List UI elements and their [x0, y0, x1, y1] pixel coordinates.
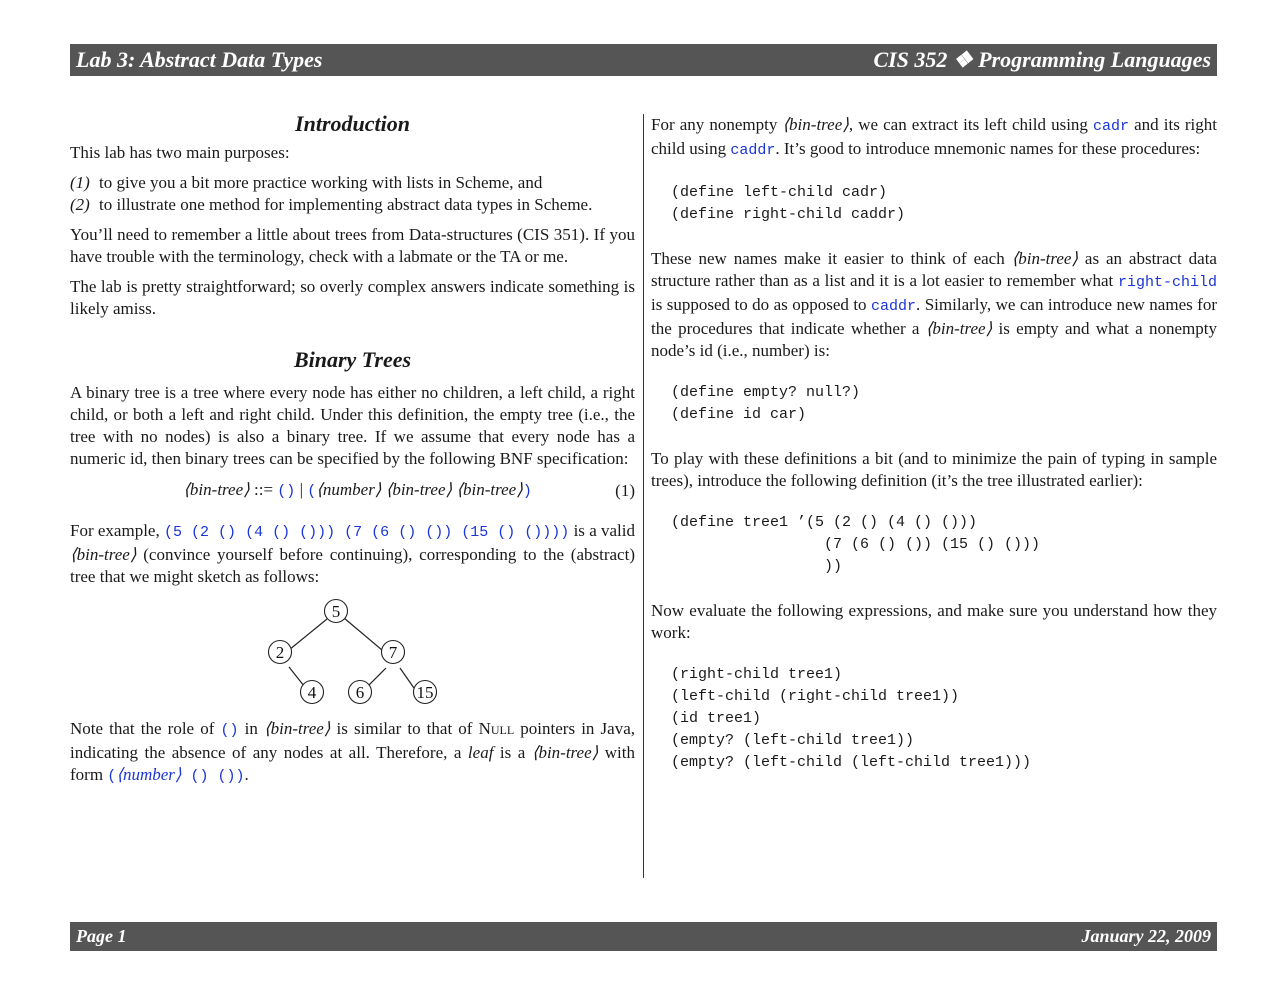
right-text: as an abstract data structure rather than as a list and it is a lot easier to remember what	[651, 249, 1217, 290]
note-nonterminal: ⟨bin-tree⟩	[263, 719, 331, 738]
note-code: ()	[220, 722, 239, 739]
note-text: with form	[70, 743, 635, 784]
note-text: Note that the role of	[70, 719, 221, 738]
tree-node-label: 5	[331, 602, 341, 621]
header-course-title: CIS 352 ❖ Programming Languages	[873, 47, 1211, 72]
page-footer	[70, 922, 1217, 951]
right-nonterminal: ⟨bin-tree⟩	[782, 115, 849, 134]
note-text: .	[244, 765, 249, 784]
right-nonterminal: ⟨bin-tree⟩	[925, 319, 993, 338]
column-divider	[643, 114, 644, 878]
bnf-child-2: ⟨bin-tree⟩	[452, 480, 523, 499]
note-text: in	[238, 719, 264, 738]
tree-edge	[344, 618, 382, 650]
code-block-3: (define tree1 ’(5 (2 () (4 () ())) (7 (6 () ()) (15 () ())) ))	[671, 514, 1041, 575]
right-text: , we can extract its left child using	[848, 115, 1094, 134]
intro-paragraph-3: The lab is pretty straightforward; so overly complex answers indicate something is likely amiss.	[70, 277, 635, 318]
code-block-1: (define left-child cadr) (define right-child caddr)	[671, 184, 906, 223]
purpose-item	[70, 172, 635, 194]
binary-tree-diagram	[266, 596, 456, 706]
example-text: is a valid	[569, 521, 635, 540]
bnf-open-paren: (	[307, 483, 317, 500]
tree-node-label: 2	[275, 643, 285, 662]
binary-trees-paragraph: A binary tree is a tree where every node has either no children, a left child, a right child, or both a left and right child. Under this definition, the empty tree (i.e., the tree with no nodes) is also a binary tree. If we assume that every node has a numeric id, then binary trees can be specified by the following BNF specification:	[70, 383, 635, 468]
bnf-expression	[70, 479, 615, 503]
left-column	[70, 106, 635, 796]
bnf-equation	[70, 480, 635, 502]
bnf-operator: ::=	[249, 480, 278, 499]
example-paragraph	[70, 520, 635, 588]
right-paragraph-2	[651, 248, 1217, 362]
binary-trees-heading: Binary Trees	[293, 347, 412, 372]
purpose-text: to give you a bit more practice working with lists in Scheme, and	[99, 173, 543, 192]
note-text: is similar to that of	[330, 719, 479, 738]
purpose-text: to illustrate one method for implementing abstract data types in Scheme.	[99, 195, 593, 214]
right-text: . It’s good to introduce mnemonic names for these procedures:	[775, 139, 1201, 158]
note-text: pointers in Java, indicating the absence of any nodes at all. Therefore, a	[70, 719, 635, 762]
right-code: caddr	[871, 298, 917, 315]
code-block-4: (right-child tree1) (left-child (right-child tree1)) (id tree1) (empty? (left-child tree1)) (empty? (left-child (left-child tree1)))	[671, 666, 1032, 771]
right-nonterminal: ⟨bin-tree⟩	[1011, 249, 1079, 268]
note-text: is a	[493, 743, 532, 762]
example-text: (convince yourself before continuing), corresponding to the (abstract) tree that we might sketch as follows:	[70, 545, 635, 586]
tree-node-label: 4	[307, 683, 317, 702]
bnf-bar: |	[295, 480, 308, 499]
right-paragraph-4: Now evaluate the following expressions, and make sure you understand how they work:	[651, 601, 1217, 642]
note-null: Null	[478, 719, 515, 738]
footer-date: January 22, 2009	[1081, 926, 1211, 946]
introduction-heading: Introduction	[295, 111, 410, 136]
bnf-empty: ()	[277, 483, 296, 500]
right-paragraph-3: To play with these definitions a bit (and to minimize the pain of typing in sample trees), introduce the following definition (it’s the tree illustrated earlier):	[651, 449, 1217, 490]
right-code: right-child	[1117, 274, 1217, 291]
intro-paragraph-2: You’ll need to remember a little about trees from Data-structures (CIS 351). If you have trouble with the terminology, check with a labmate or the TA or me.	[70, 225, 635, 266]
right-code: caddr	[730, 142, 776, 159]
tree-node-label: 15	[416, 683, 434, 702]
intro-paragraph-1: This lab has two main purposes:	[70, 143, 290, 162]
right-text: These new names make it easier to think of each	[651, 249, 1012, 268]
right-text: and its right child using	[651, 115, 1218, 158]
right-text: is empty and what a nonempty node’s id (i.e., number) is:	[651, 319, 1217, 360]
right-text: is supposed to do as opposed to	[651, 295, 872, 314]
bnf-lhs: ⟨bin-tree⟩	[183, 480, 250, 499]
purposes-list	[70, 172, 635, 216]
code-block-2: (define empty? null?) (define id car)	[671, 384, 861, 423]
purpose-marker: (1)	[70, 173, 90, 192]
note-code: (	[107, 768, 117, 785]
bnf-number: ⟨number⟩	[316, 480, 382, 499]
note-nonterminal: ⟨bin-tree⟩	[531, 743, 599, 762]
tree-edge	[400, 668, 416, 691]
right-code: cadr	[1093, 118, 1130, 135]
right-text: . Similarly, we can introduce new names for the procedures that indicate whether a	[651, 295, 1218, 338]
note-code-number: ⟨number⟩	[116, 765, 182, 784]
example-nonterminal: ⟨bin-tree⟩	[70, 545, 137, 564]
example-code: (5 (2 () (4 () ())) (7 (6 () ()) (15 () ())))	[164, 524, 570, 541]
footer-page-number: Page 1	[76, 926, 127, 946]
equation-number: (1)	[615, 481, 635, 500]
right-text: For any nonempty	[651, 115, 783, 134]
tree-node-label: 7	[388, 643, 398, 662]
tree-edge	[289, 619, 327, 650]
right-paragraph-1	[651, 114, 1217, 162]
purpose-marker: (2)	[70, 195, 90, 214]
example-text: For example,	[70, 521, 164, 540]
right-column	[651, 114, 1217, 796]
page-header	[70, 44, 1217, 76]
tree-node-label: 6	[355, 683, 365, 702]
note-code: () ())	[181, 768, 245, 785]
header-lab-title: Lab 3: Abstract Data Types	[76, 47, 323, 72]
purpose-item	[70, 194, 635, 216]
note-leaf: leaf	[467, 743, 494, 762]
bnf-child-1: ⟨bin-tree⟩	[381, 480, 453, 499]
bnf-close-paren: )	[522, 483, 532, 500]
note-paragraph	[70, 718, 635, 788]
